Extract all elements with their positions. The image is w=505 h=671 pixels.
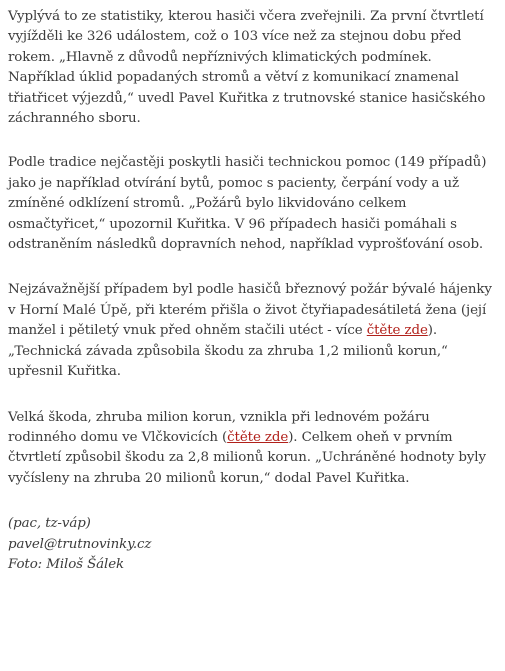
read-more-link-hajenka[interactable]: čtěte zde <box>366 323 428 339</box>
paragraph-text-before-link: Nejzávažnější případem byl podle hasičů březnový požár bývalé hájenky v Horní Malé Úpě, při kterém přišla o život čtyřiapadesátiletá žena (její manžel i pětiletý vnuk před ohněm stačili utéct - více <box>8 282 492 339</box>
paragraph-statistics <box>8 7 497 129</box>
photo-credit: Foto: Miloš Šálek <box>8 557 125 573</box>
paragraph-text: Podle tradice nejčastěji poskytli hasiči technickou pomoc (149 případů) jako je například otvírání bytů, pomoc s pacienty, čerpání vody a už zmíněné odklízení stromů. „Požárů bylo likvidováno celkem osmačtyřicet,“ upozornil Kuřitka. V 96 případech hasiči pomáhali s odstraněním následků dopravních nehod, například vyprošťování osob. <box>8 155 487 253</box>
paragraph-text-after-link: ). Celkem oheň v prvním čtvrtletí způsobil škodu za 2,8 milionů korun. „Uchráněné hodnoty byly vyčísleny na zhruba 20 milionů korun,“ dodal Pavel Kuřitka. <box>8 429 486 486</box>
author-initials: (pac, tz-váp) <box>8 516 91 532</box>
paragraph-text: Vyplývá to ze statistiky, kterou hasiči včera zveřejnili. Za první čtvrtletí vyjížděli ke 326 událostem, což o 103 více než za stejnou dobu před rokem. „Hlavně z důvodů nepříznivých klimatických podmínek. Například úklid popadaných stromů a větví z komunikací znamenal třiatřicet výjezdů,“ uvedl Pavel Kuřitka z trutnovské stanice hasičského záchranného sboru. <box>8 9 486 127</box>
author-email: pavel@trutnovinky.cz <box>8 536 152 552</box>
paragraph-text-before-link: Velká škoda, zhruba milion korun, vznikla při lednovém požáru rodinného domu ve Vlčkovicích ( <box>8 409 430 445</box>
paragraph-fire-vlckovice <box>8 408 497 490</box>
paragraph-fire-hajenka <box>8 280 497 382</box>
read-more-link-vlckovice[interactable]: čtěte zde <box>227 429 289 445</box>
article-credits <box>8 514 497 576</box>
paragraph-text-after-link: ). „Technická závada způsobila škodu za zhruba 1,2 milionů korun,“ upřesnil Kuřitka. <box>8 323 448 380</box>
paragraph-technical-help <box>8 153 497 255</box>
